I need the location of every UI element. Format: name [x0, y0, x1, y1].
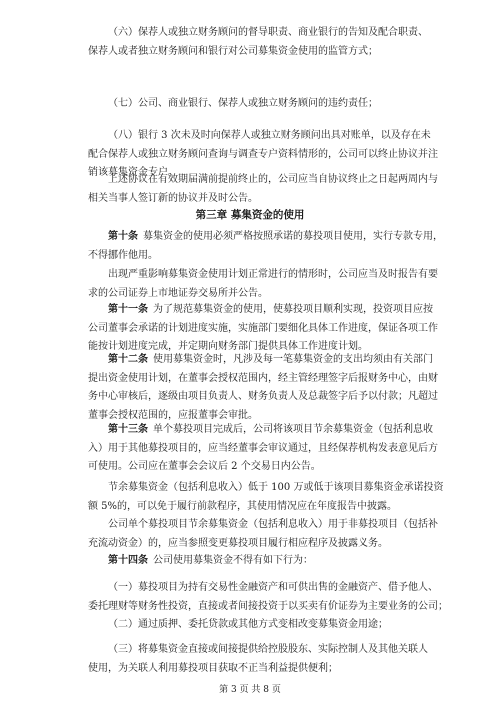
text-line: 充流动资金）的，应当参照变更募投项目履行相应程序及披露义务。: [88, 537, 388, 549]
text-span: 募集资金的使用必须严格按照承诺的募投项目使用，实行专款专用，: [143, 231, 443, 242]
article-11: [88, 301, 438, 357]
text-span: 单个募投项目完成后，公司将该项目节余募集资金（包括利息收: [153, 424, 433, 435]
text-line: [88, 228, 443, 247]
text-line: 配合保荐人或独立财务顾问查询与调查专户资料情形的，公司可以终止协议并注: [88, 148, 438, 160]
text-line: 节余募集资金（包括利息收入）低于 100 万或低于该项目募集资金承诺投资: [108, 482, 444, 493]
paragraph-6: [88, 24, 428, 61]
text-line: [88, 552, 418, 571]
article-number: 第十条: [108, 231, 138, 242]
text-line: [88, 421, 433, 440]
article-number: 第十二条: [108, 354, 148, 365]
item-1: [88, 579, 448, 616]
paragraph-termination: [88, 171, 438, 208]
text-line: 求的公司证券上市地证券交易所并公告。: [88, 287, 268, 299]
item-2: [88, 616, 418, 635]
text-span: 为了规范募集资金的使用，使募投项目顺利实现，投资项目应按: [153, 304, 433, 315]
text-line: 保荐人或者独立财务顾问和银行对公司募集资金使用的监管方式；: [88, 45, 378, 57]
article-10: [88, 228, 443, 265]
text-line: 务中心审核后，逐级由项目负责人、财务负责人及总裁签字后予以付款；凡超过: [88, 391, 438, 402]
article-number: 第十四条: [108, 555, 148, 566]
text-line: 委托理财等财务性投资，直接或者间接投资于以买卖有价证券为主要业务的公司；: [88, 600, 448, 612]
paragraph-7: [88, 95, 418, 114]
paragraph-non-project-use: [88, 516, 438, 553]
text-line: （二）通过质押、委托贷款或其他方式变相改变募集资金用途；: [108, 619, 388, 630]
text-line: 上述协议在有效期届满前提前终止的，公司应当自协议终止之日起两周内与: [108, 174, 438, 185]
text-line: 提出资金使用计划，在董事会授权范围内，经主管经理签字后报财务中心，由财: [88, 372, 438, 384]
text-span: 公司使用募集资金不得有如下行为：: [153, 555, 313, 566]
text-line: 公司单个募投项目节余募集资金（包括利息收入）用于非募投项目（包括补: [108, 519, 438, 530]
paragraph-report: [88, 266, 438, 303]
page-footer: 第 3 页 共 8 页: [219, 685, 281, 695]
chapter-heading: 第三章 募集资金的使用: [195, 209, 305, 221]
article-14: [88, 552, 418, 571]
article-13: [88, 421, 438, 477]
text-line: 使用，为关联人利用募投项目获取不正当利益提供便利；: [88, 662, 338, 674]
text-line: 可使用。公司应在董事会会议后 2 个交易日内公告。: [88, 461, 321, 472]
article-12: [88, 351, 438, 425]
text-line: （一）募投项目为持有交易性金融资产和可供出售的金融资产、借予他人、: [108, 582, 438, 593]
text-line: 不得挪作他用。: [88, 249, 158, 261]
article-number: 第十三条: [108, 424, 148, 435]
text-line: 入）用于其他募投项目的，应当经董事会审议通过，且经保荐机构发表意见后方: [88, 442, 438, 454]
text-line: [88, 351, 433, 370]
text-line: （六）保荐人或独立财务顾问的督导职责、商业银行的告知及配合职责、: [108, 27, 428, 38]
text-line: （七）公司、商业银行、保荐人或独立财务顾问的违约责任；: [108, 98, 378, 109]
text-span: 使用募集资金时，凡涉及每一笔募集资金的支出均须由有关部门: [153, 354, 433, 365]
text-line: 出现严重影响募集资金使用计划正常进行的情形时，公司应当及时报告有要: [108, 269, 438, 280]
text-line: 额 5%的，可以免于履行前款程序，其使用情况应在年度报告中披露。: [88, 500, 398, 512]
text-line: （三）将募集资金直接或间接提供给控股股东、实际控制人及其他关联人: [108, 644, 428, 655]
text-line: 能按计划进度完成，并定期向财务部门提供具体工作进度计划。: [88, 341, 368, 352]
text-line: 相关当事人签订新的协议并及时公告。: [88, 192, 258, 204]
paragraph-surplus: [88, 479, 444, 516]
item-3: [88, 641, 428, 678]
text-line: （八）银行 3 次未及时向保荐人或独立财务顾问出具对账单，以及存在未: [108, 130, 431, 141]
text-line: 董事会授权范围的，应报董事会审批。: [88, 409, 258, 421]
text-line: [88, 301, 433, 320]
text-line: 公司董事会承诺的计划进度实施，实施部门要细化具体工作进度，保证各项工作: [88, 322, 438, 334]
text-line: 销该募集资金专户。: [88, 167, 178, 178]
article-number: 第十一条: [108, 304, 148, 315]
